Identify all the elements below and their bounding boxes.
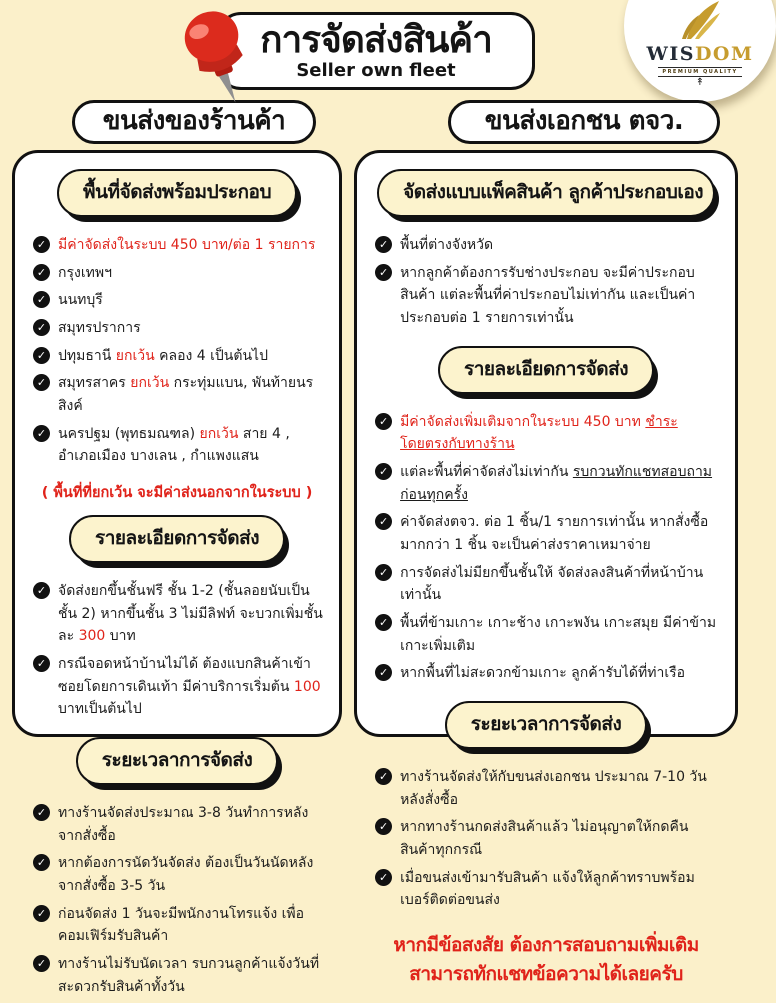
check-icon: ✓	[33, 582, 50, 599]
section-header: พื้นที่จัดส่งพร้อมประกอบ	[57, 169, 297, 217]
logo-wordmark: WISDOM	[646, 43, 754, 65]
check-icon: ✓	[375, 264, 392, 281]
list-item-text: การจัดส่งไม่มียกขึ้นชั้นให้ จัดส่งลงสินค้าที่หน้าบ้านเท่านั้น	[400, 564, 704, 604]
check-icon: ✓	[33, 425, 50, 442]
list-item-text: หากลูกค้าต้องการรับช่างประกอบ จะมีค่าประกอบสินค้า แต่ละพื้นที่ค่าประกอบไม่เท่ากัน และเป็นค่าประกอบต่อ 1 รายการเท่านั้น	[400, 264, 696, 327]
check-icon: ✓	[33, 905, 50, 922]
list-item	[375, 411, 722, 456]
check-icon: ✓	[33, 854, 50, 871]
check-icon: ✓	[33, 804, 50, 821]
check-icon: ✓	[375, 614, 392, 631]
contact-note-line: หากมีข้อสงสัย ต้องการสอบถามเพิ่มเติม	[393, 934, 699, 957]
check-list	[370, 761, 722, 917]
list-item	[33, 852, 326, 897]
feather-icon	[677, 0, 723, 45]
list-item-text: ก่อนจัดส่ง 1 วันจะมีพนักงานโทรแจ้ง เพื่อคอมเฟิร์มรับสินค้า	[58, 905, 305, 945]
list-item-text: มีค่าจัดส่งเพิ่มเติมจากในระบบ 450 บาท ชำระโดยตรงกับทางร้าน	[400, 413, 678, 453]
check-icon: ✓	[33, 347, 50, 364]
check-icon: ✓	[33, 264, 50, 281]
list-item-text: สมุทรสาคร ยกเว้น กระทุ่มแบน, พันท้ายนรสิงค์	[58, 375, 314, 415]
list-item-text: ทางร้านจัดส่งให้กับขนส่งเอกชน ประมาณ 7-10 วันหลังสั่งซื้อ	[400, 769, 707, 808]
list-item	[375, 867, 722, 912]
list-item-text: ปทุมธานี ยกเว้น คลอง 4 เป็นต้นไป	[58, 347, 268, 364]
check-icon: ✓	[375, 664, 392, 681]
page-title: การจัดส่งสินค้า	[260, 17, 492, 61]
list-item-text: นนทบุรี	[58, 292, 103, 309]
list-item-text: ทางร้านไม่รับนัดเวลา รบกวนลูกค้าแจ้งวันที่สะดวกรับสินค้าทั้งวัน	[58, 956, 320, 995]
logo-emblem-icon: ↟	[695, 77, 705, 88]
list-item-text: กรณีจอดหน้าบ้านไม่ได้ ต้องแบกสินค้าเข้าซอยโดยการเดินเท้า มีค่าบริการเริ่มต้น 100 บาทเป็นต้นไป	[58, 656, 321, 718]
card-store-fleet	[12, 150, 342, 995]
contact-note	[370, 925, 722, 998]
list-item	[375, 461, 722, 506]
check-icon: ✓	[33, 236, 50, 253]
exception-note: ( พื้นที่ที่ยกเว้น จะมีค่าส่งนอกจากในระบบ )	[41, 485, 313, 502]
list-item-text: นครปฐม (พุทธมณฑล) ยกเว้น สาย 4 , อำเภอเมือง บางเลน , กำแพงแสน	[58, 425, 290, 465]
wisdom-logo	[624, 0, 776, 102]
list-item	[375, 234, 722, 257]
list-item-text: สมุทรปราการ	[58, 320, 141, 337]
list-item-text: ค่าจัดส่งตจว. ต่อ 1 ชิ้น/1 รายการเท่านั้น หากสั่งซื้อมากกว่า 1 ชิ้น จะเป็นค่าส่งราคาเหมาจ่าย	[400, 514, 709, 554]
tab-private-carrier: ขนส่งเอกชน ตจว.	[448, 100, 720, 144]
check-icon: ✓	[375, 236, 392, 253]
list-item-text: พื้นที่ต่างจังหวัด	[400, 237, 494, 253]
list-item-text: กรุงเทพฯ	[58, 264, 112, 281]
list-item-text: จัดส่งยกขึ้นชั้นฟรี ชั้น 1-2 (ชั้นลอยนับเป็นชั้น 2) หากขึ้นชั้น 3 ไม่มีลิฟท์ จะบวกเพิ่มชั้นละ 300 บาท	[58, 583, 323, 645]
list-item	[33, 372, 326, 417]
list-item	[33, 802, 326, 847]
list-item	[33, 262, 326, 285]
tab-store-fleet: ขนส่งของร้านค้า	[72, 100, 316, 144]
list-item	[375, 816, 722, 861]
list-item	[375, 562, 722, 607]
check-icon: ✓	[375, 869, 392, 886]
list-item	[375, 511, 722, 556]
list-item	[375, 612, 722, 657]
list-item-text: หากพื้นที่ไม่สะดวกข้ามเกาะ ลูกค้ารับได้ที่ท่าเรือ	[400, 665, 686, 682]
list-item	[33, 317, 326, 340]
check-icon: ✓	[33, 955, 50, 972]
section-header: ระยะเวลาการจัดส่ง	[445, 701, 647, 749]
list-item-text: หากต้องการนัดวันจัดส่ง ต้องเป็นวันนัดหลังจากสั่งซื้อ 3-5 วัน	[58, 855, 314, 895]
list-item	[33, 653, 326, 721]
list-item	[375, 662, 722, 685]
check-icon: ✓	[375, 463, 392, 480]
check-icon: ✓	[33, 655, 50, 672]
content-columns	[12, 150, 738, 995]
check-list	[28, 797, 326, 1003]
section-header: รายละเอียดการจัดส่ง	[69, 515, 285, 563]
list-item	[33, 289, 326, 312]
section-header: ระยะเวลาการจัดส่ง	[76, 737, 278, 785]
title-box	[217, 12, 535, 90]
list-item-text: พื้นที่ข้ามเกาะ เกาะช้าง เกาะพงัน เกาะสมุย มีค่าข้ามเกาะเพิ่มเติม	[400, 615, 717, 654]
list-item-text: ทางร้านจัดส่งประมาณ 3-8 วันทำการหลังจากสั่งซื้อ	[58, 805, 309, 844]
check-list	[370, 406, 722, 690]
check-icon: ✓	[375, 564, 392, 581]
list-item	[33, 903, 326, 948]
list-item	[375, 766, 722, 811]
logo-tagline: PREMIUM QUALITY	[658, 67, 741, 77]
list-item-text: หากทางร้านกดส่งสินค้าแล้ว ไม่อนุญาตให้กดคืนสินค้าทุกกรณี	[400, 819, 689, 859]
card-private-carrier	[354, 150, 738, 985]
pushpin-icon	[174, 7, 266, 113]
list-item-text: เมื่อขนส่งเข้ามารับสินค้า แจ้งให้ลูกค้าทราบพร้อมเบอร์ติดต่อขนส่ง	[400, 869, 695, 909]
check-icon: ✓	[375, 768, 392, 785]
check-icon: ✓	[375, 413, 392, 430]
list-item	[33, 423, 326, 468]
list-item	[33, 345, 326, 368]
check-icon: ✓	[375, 818, 392, 835]
list-item	[33, 953, 326, 998]
check-icon: ✓	[375, 513, 392, 530]
list-item	[33, 580, 326, 648]
list-item	[375, 262, 722, 330]
page-subtitle: Seller own fleet	[296, 60, 456, 82]
list-item	[33, 234, 326, 257]
check-list	[28, 575, 326, 726]
check-icon: ✓	[33, 291, 50, 308]
check-icon: ✓	[33, 374, 50, 391]
section-header: รายละเอียดการจัดส่ง	[438, 346, 654, 394]
section-header: จัดส่งแบบแพ็คสินค้า ลูกค้าประกอบเอง	[377, 169, 715, 217]
list-item-text: มีค่าจัดส่งในระบบ 450 บาท/ต่อ 1 รายการ	[58, 237, 316, 253]
contact-note-line: สามารถทักแชทข้อความได้เลยครับ	[409, 962, 683, 985]
check-icon: ✓	[33, 319, 50, 336]
list-item-text: แต่ละพื้นที่ค่าจัดส่งไม่เท่ากัน รบกวนทักแชทสอบถามก่อนทุกครั้ง	[400, 464, 713, 503]
check-list	[370, 229, 722, 335]
check-list	[28, 229, 326, 473]
